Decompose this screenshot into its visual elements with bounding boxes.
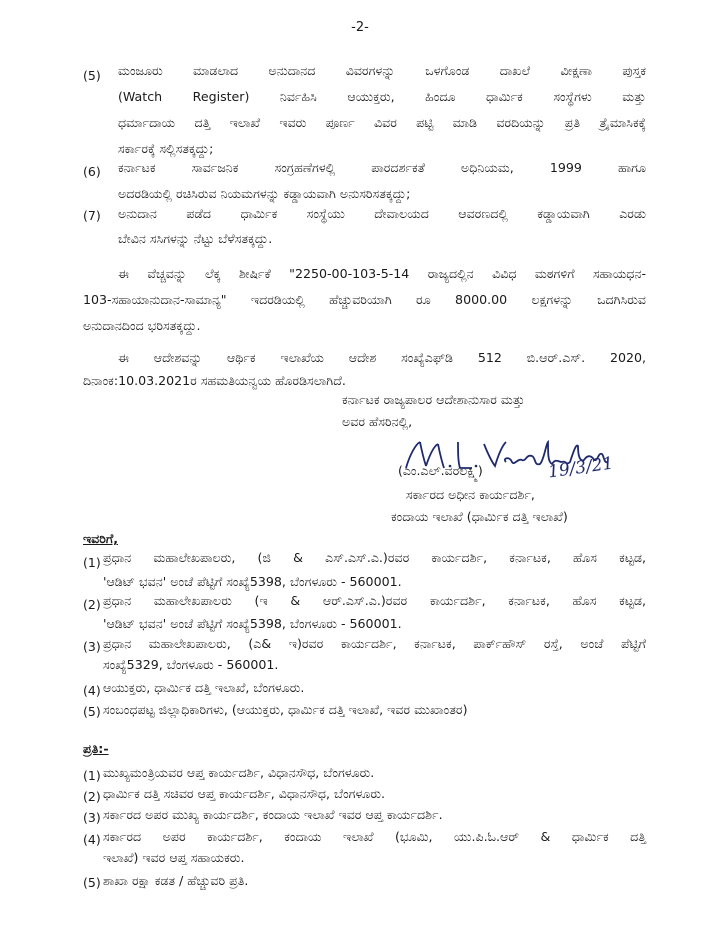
copy-4-number: (4) [83,832,101,847]
signatory-name: (ಎಂ.ಎಲ್.ವರಲಕ್ಷ್ಮಿ) [398,463,483,478]
expense-para-line-2: 103-ಸಹಾಯಾನುದಾನ-ಸಾಮಾನ್ಯ" ಇದರಡಿಯಲ್ಲಿ ಹೆಚ್ಚುವರಿಯಾಗಿ ರೂ 8000.00 ಲಕ್ಷಗಳನ್ನು ಒದಗಿಸಿರುವ [83,292,646,307]
to-3-number: (3) [83,639,101,654]
copy-1-line-1: ಮುಖ್ಯಮಂತ್ರಿಯವರ ಆಪ್ತ ಕಾರ್ಯದರ್ಶಿ, ವಿಧಾನಸೌಧ, ಬೆಂಗಳೂರು. [103,765,375,780]
copy-3-line-1: ಸರ್ಕಾರದ ಅಪರ ಮುಖ್ಯ ಕಾರ್ಯದರ್ಶಿ, ಕಂದಾಯ ಇಲಾಖೆ ಇವರ ಆಪ್ತ ಕಾರ್ಯದರ್ಶಿ. [103,807,443,822]
order-para-line-2: ದಿನಾಂಕ:10.03.2021ರ ಸಹಮತಿಯನ್ವಯ ಹೊರಡಿಸಲಾಗಿದೆ. [83,373,346,388]
copy-5-line-1: ಶಾಖಾ ರಕ್ಷಾ ಕಡತ / ಹೆಚ್ಚುವರಿ ಪ್ರತಿ. [103,873,249,888]
condition-7-number: (7) [83,208,101,223]
condition-5-number: (5) [83,68,101,83]
copy-3-number: (3) [83,810,101,825]
to-5-line-1: ಸಂಬಂಧಪಟ್ಟ ಜಿಲ್ಲಾಧಿಕಾರಿಗಳು, (ಆಯುಕ್ತರು, ಧಾರ್ಮಿಕ ದತ್ತಿ ಇಲಾಖೆ, ಇವರ ಮುಖಾಂತರ) [103,702,468,717]
signatory-department: ಕಂದಾಯ ಇಲಾಖೆ (ಧಾರ್ಮಿಕ ದತ್ತಿ ಇಲಾಖೆ) [391,509,568,524]
condition-5-line-1: ಮಂಜೂರು ಮಾಡಲಾದ ಅನುದಾನದ ವಿವರಗಳನ್ನು ಒಳಗೊಂಡ ದಾಖಲೆ ವೀಕ್ಷಣಾ ಪುಸ್ತಕ [118,63,646,78]
condition-5-line-2: (Watch Register) ನಿರ್ವಹಿಸಿ ಆಯುಕ್ತರು, ಹಿಂದೂ ಧಾರ್ಮಿಕ ಸಂಸ್ಥೆಗಳು ಮತ್ತು [118,89,646,104]
copy-5-number: (5) [83,875,101,890]
to-3-line-2: ಸಂಖ್ಯೆ5329, ಬೆಂಗಳೂರು - 560001. [103,657,279,672]
to-3-line-1: ಪ್ರಧಾನ ಮಹಾಲೇಖಪಾಲರು, (ಎ& ಇ)ರವರ ಕಾರ್ಯದರ್ಶಿ, ಕರ್ನಾಟಕ, ಪಾರ್ಕ್‌ಹೌಸ್ ರಸ್ತೆ, ಅಂಚೆ ಪೆಟ್ಟಿಗೆ [103,636,646,651]
copy-2-number: (2) [83,789,101,804]
signature-date: 19/3/21 [546,453,615,483]
expense-para-line-1: ಈ ವೆಚ್ಚವನ್ನು ಲೆಕ್ಕ ಶೀರ್ಷಿಕೆ "2250-00-103-5-14 ರಾಜ್ಯದಲ್ಲಿನ ವಿವಿಧ ಮಠಗಳಿಗೆ ಸಹಾಯಧನ- [118,266,646,281]
to-5-number: (5) [83,704,101,719]
order-para-line-1: ಈ ಆದೇಶವನ್ನು ಆರ್ಥಿಕ ಇಲಾಖೆಯ ಆದೇಶ ಸಂಖ್ಯೆಎಫ್‌ಡಿ 512 ಬಿ.ಆರ್.ಎಸ್. 2020, [118,350,646,365]
signatory-designation: ಸರ್ಕಾರದ ಅಧೀನ ಕಾರ್ಯದರ್ಶಿ, [406,487,535,502]
to-1-line-2: 'ಆಡಿಟ್ ಭವನ' ಅಂಚೆ ಪೆಟ್ಟಿಗೆ ಸಂಖ್ಯೆ5398, ಬೆಂಗಳೂರು - 560001. [103,574,402,589]
page-number: -2- [351,20,369,35]
expense-para-line-3: ಅನುದಾನದಿಂದ ಭರಿಸತಕ್ಕದ್ದು. [83,318,201,333]
condition-6-line-1: ಕರ್ನಾಟಕ ಸಾರ್ವಜನಿಕ ಸಂಗ್ರಹಣೆಗಳಲ್ಲಿ ಪಾರದರ್ಶಕತೆ ಅಧಿನಿಯಮ, 1999 ಹಾಗೂ [118,160,646,175]
copy-1-number: (1) [83,768,101,783]
condition-5-line-3: ಧರ್ಮಾದಾಯ ದತ್ತಿ ಇಲಾಖೆ ಇವರು ಪೂರ್ಣ ವಿವರ ಪಟ್ಟಿ ಮಾಡಿ ವರದಿಯನ್ನು ಪ್ರತಿ ತ್ರೈಮಾಸಿಕಕ್ಕೆ [118,115,646,130]
to-4-line-1: ಆಯುಕ್ತರು, ಧಾರ್ಮಿಕ ದತ್ತಿ ಇಲಾಖೆ, ಬೆಂಗಳೂರು. [103,680,305,695]
to-4-number: (4) [83,683,101,698]
signoff-line-2: ಅವರ ಹೆಸರಿನಲ್ಲಿ, [342,414,413,429]
condition-6-line-2: ಅದರಡಿಯಲ್ಲಿ ರಚಿಸಿರುವ ನಿಯಮಗಳನ್ನು ಕಡ್ಡಾಯವಾಗಿ ಅನುಸರಿಸತಕ್ಕದ್ದು; [118,186,411,201]
copy-4-line-1: ಸರ್ಕಾರದ ಅಪರ ಕಾರ್ಯದರ್ಶಿ, ಕಂದಾಯ ಇಲಾಖೆ (ಭೂಮಿ, ಯು.ಪಿ.ಓ.ಆರ್ & ಧಾರ್ಮಿಕ ದತ್ತಿ [103,829,646,844]
to-2-line-2: 'ಆಡಿಟ್ ಭವನ' ಅಂಚೆ ಪೆಟ್ಟಿಗೆ ಸಂಖ್ಯೆ5398, ಬೆಂಗಳೂರು - 560001. [103,616,402,631]
to-2-number: (2) [83,597,101,612]
copy-2-line-1: ಧಾರ್ಮಿಕ ದತ್ತಿ ಸಚಿವರ ಆಪ್ತ ಕಾರ್ಯದರ್ಶಿ, ವಿಧಾನಸೌಧ, ಬೆಂಗಳೂರು. [103,786,386,801]
signoff-line-1: ಕರ್ನಾಟಕ ರಾಜ್ಯಪಾಲರ ಆದೇಶಾನುಸಾರ ಮತ್ತು [342,392,525,407]
condition-6-number: (6) [83,164,101,179]
condition-7-line-2: ಬೇವಿನ ಸಸಿಗಳನ್ನು ನೆಟ್ಟು ಬೆಳೆಸತಕ್ಕದ್ದು. [118,231,273,246]
copy-4-line-2: ಇಲಾಖೆ) ಇವರ ಆಪ್ತ ಸಹಾಯಕರು. [103,850,245,865]
to-2-line-1: ಪ್ರಧಾನ ಮಹಾಲೇಖಪಾಲರು (ಇ & ಆರ್.ಎಸ್.ಎ.)ರವರ ಕಾರ್ಯದರ್ಶಿ, ಕರ್ನಾಟಕ, ಹೊಸ ಕಟ್ಟಡ, [103,593,646,608]
to-1-line-1: ಪ್ರಧಾನ ಮಹಾಲೇಖಪಾಲರು, (ಜಿ & ಎಸ್.ಎಸ್.ಎ.)ರವರ ಕಾರ್ಯದರ್ಶಿ, ಕರ್ನಾಟಕ, ಹೊಸ ಕಟ್ಟಡ, [103,550,646,565]
to-1-number: (1) [83,555,101,570]
condition-7-line-1: ಅನುದಾನ ಪಡೆದ ಧಾರ್ಮಿಕ ಸಂಸ್ಥೆಯು ದೇವಾಲಯದ ಆವರಣದಲ್ಲಿ ಕಡ್ಡಾಯವಾಗಿ ಎರಡು [118,206,646,221]
to-heading: ಇವರಿಗೆ, [83,531,119,546]
copy-heading: ಪ್ರತಿ:- [83,741,109,756]
condition-5-line-4: ಸರ್ಕಾರಕ್ಕೆ ಸಲ್ಲಿಸತಕ್ಕದ್ದು; [118,141,214,156]
